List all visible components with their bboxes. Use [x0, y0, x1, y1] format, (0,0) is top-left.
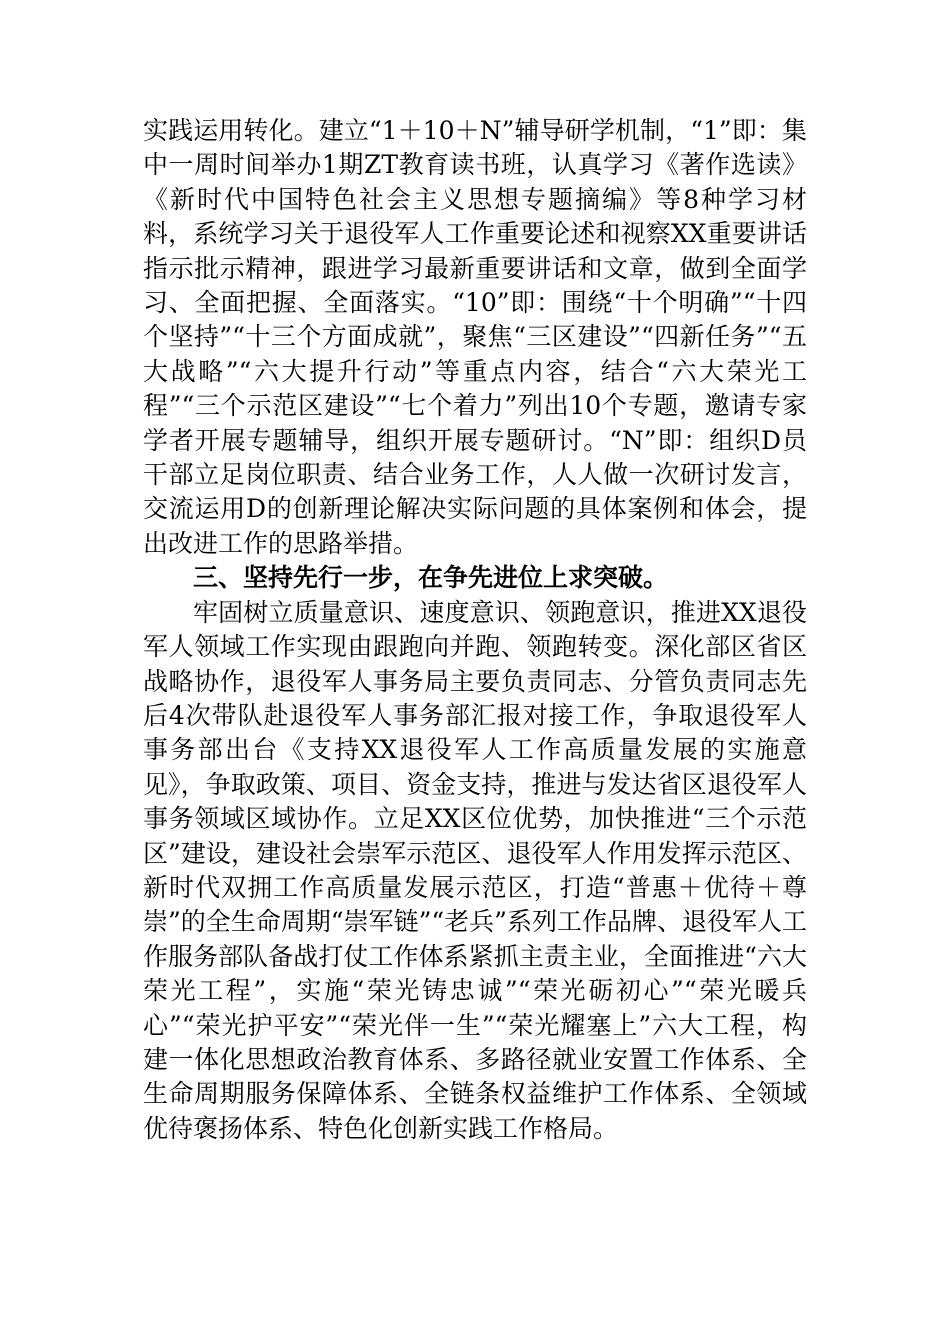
paragraph-continued: 实践运用转化。建立“1＋10＋N”辅导研学机制，“1”即：集中一周时间举办1期ZT教育读书班，认真学习《著作选读》《新时代中国特色社会主义思想专题摘编》等8种学习材料，系统学习关于退役军人工作重要论述和视察XX重要讲话指示批示精神，跟进学习最新重要讲话和文章，做到全面学习、全面把握、全面落实。“10”即：围绕“十个明确”“十四个坚持”“十三个方面成就”，聚焦“三区建设”“四新任务”“五大战略”“六大提升行动”等重点内容，结合“六大荣光工程”“三个示范区建设”“七个着力”列出10个专题，邀请专家学者开展专题辅导，组织开展专题研讨。“N”即：组织D员干部立足岗位职责、结合业务工作，人人做一次研讨发言，交流运用D的创新理论解决实际问题的具体案例和体会，提出改进工作的思路举措。 — [143, 116, 807, 558]
document-body — [143, 114, 807, 1146]
section-heading: 三、坚持先行一步，在争先进位上求突破。 — [193, 563, 669, 593]
section-paragraph: 牢固树立质量意识、速度意识、领跑意识，推进XX退役军人领域工作实现由跟跑向并跑、领跑转变。深化部区省区战略协作，退役军人事务局主要负责同志、分管负责同志先后4次带队赴退役军人事务部汇报对接工作，争取退役军人事务部出台《支持XX退役军人工作高质量发展的实施意见》，争取政策、项目、资金支持，推进与发达省区退役军人事务领域区域协作。立足XX区位优势，加快推进“三个示范区”建设，建设社会崇军示范区、退役军人作用发挥示范区、新时代双拥工作高质量发展示范区，打造“普惠＋优待＋尊崇”的全生命周期“崇军链”“老兵”系列工作品牌、退役军人工作服务部队备战打仗工作体系紧抓主责主业，全面推进“六大荣光工程”，实施“荣光铸忠诚”“荣光砺初心”“荣光暖兵心”“荣光护平安”“荣光伴一生”“荣光耀塞上”六大工程，构建一体化思想政治教育体系、多路径就业安置工作体系、全生命周期服务保障体系、全链条权益维护工作体系、全领域优待褒扬体系、特色化创新实践工作格局。 — [143, 597, 807, 1143]
